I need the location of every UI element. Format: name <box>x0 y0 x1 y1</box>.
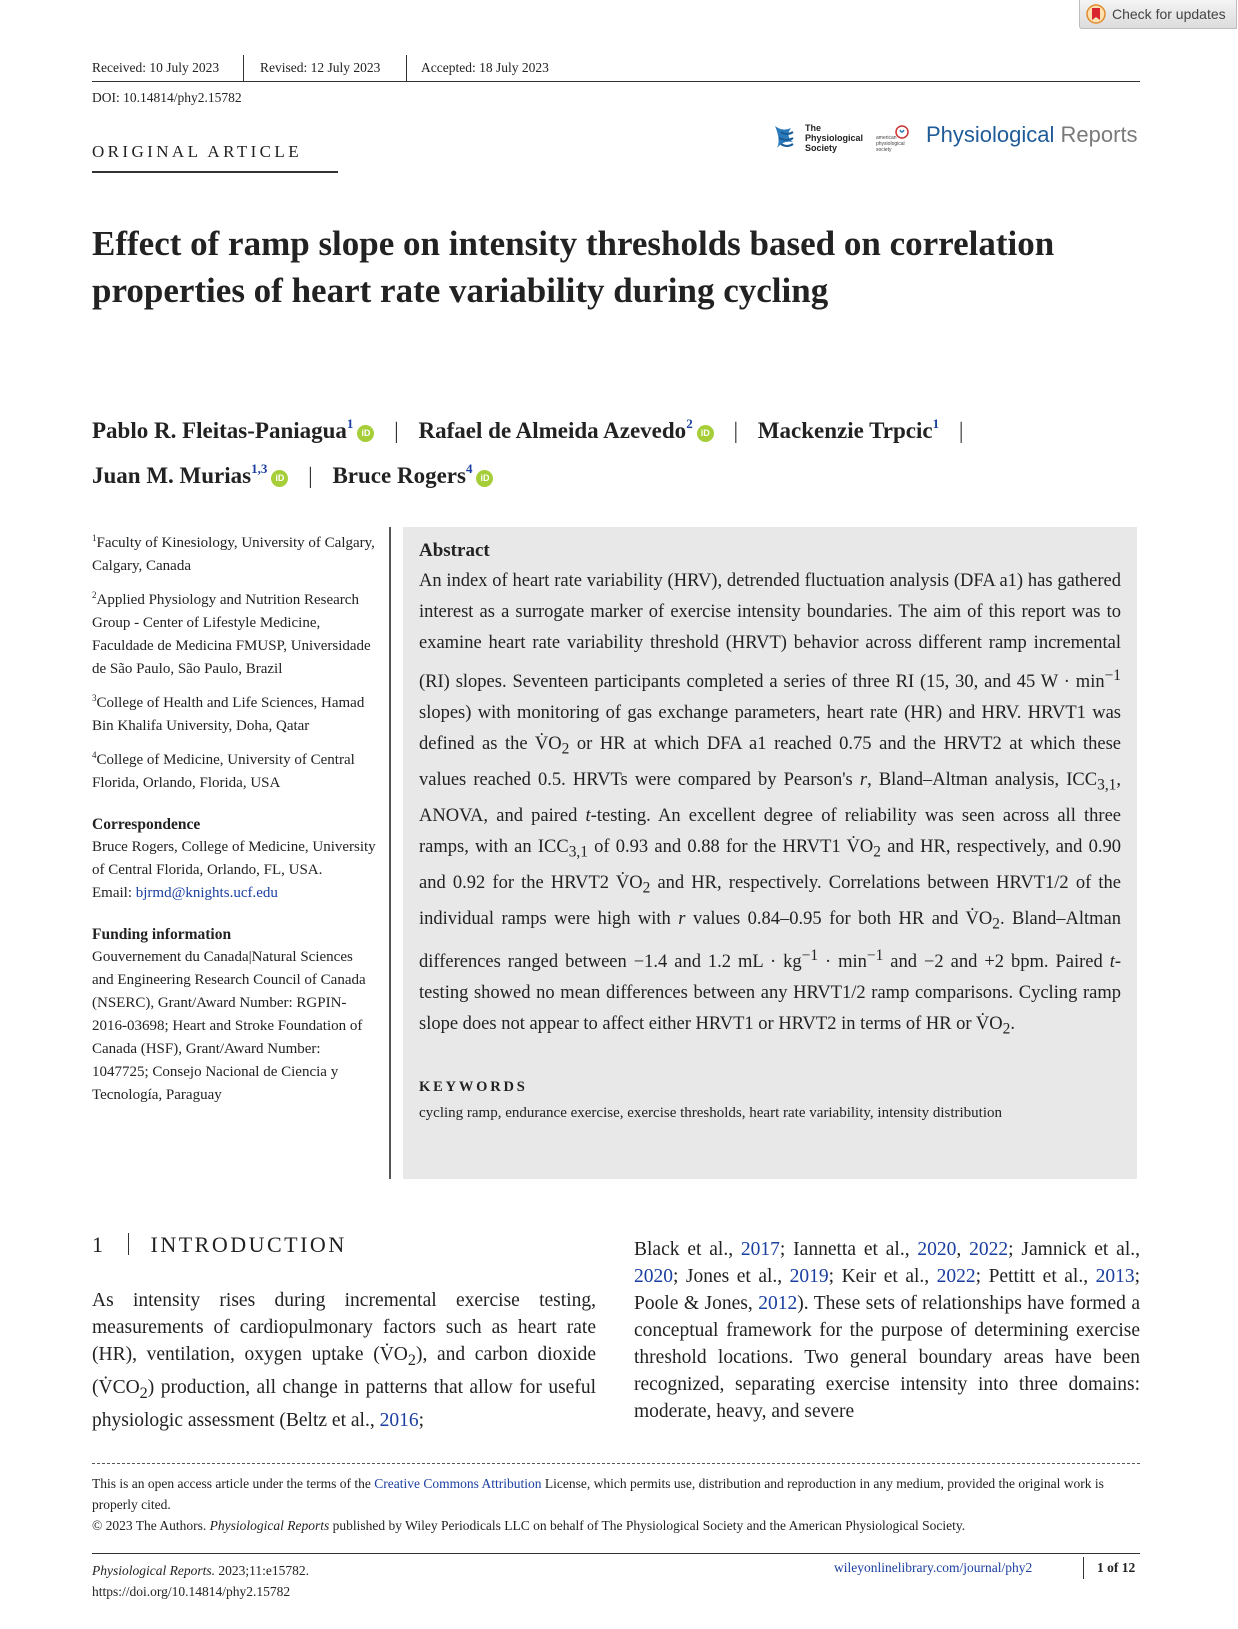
correspondence-email <box>92 882 377 905</box>
check-updates-label: Check for updates <box>1112 6 1226 22</box>
doi-link[interactable]: DOI: 10.14814/phy2.15782 <box>92 90 242 105</box>
author-affiliation: 1 <box>346 416 354 431</box>
footer-doi-link[interactable]: https://doi.org/10.14814/phy2.15782 <box>92 1584 291 1599</box>
article-sidebar <box>92 527 377 1107</box>
funding-text: Gouvernement du Canada|Natural Sciences and Engineering Research Council of Canada (NSERC), Grant/Award Number: RGPIN-2016-03698; Heart and Stroke Foundation of Canada (HSF), Grant/Award Number: 1047725; Consejo Nacional de Ciencia y Tecnología, Paraguay <box>92 949 366 1103</box>
author-affiliation: 1,3 <box>251 461 268 476</box>
license-notice: This is an open access article under the terms of the Creative Commons Attribution License, which permits use, distribution and reproduction in any medium, provided the original work is properly cited. © 2023 The Authors. Physiological Reports published by Wiley Periodicals LLC on behalf of The Physiological Society and the American Physiological Society. <box>92 1476 1104 1533</box>
keywords-heading: KEYWORDS <box>419 1079 528 1096</box>
affiliation-number: 1 <box>92 533 97 543</box>
svg-text:society: society <box>876 147 892 153</box>
journal-name-light: Reports <box>1054 122 1138 147</box>
check-updates-icon <box>1086 4 1106 24</box>
journal-site-link[interactable]: wileyonlinelibrary.com/journal/phy2 <box>834 1560 1033 1575</box>
affiliation <box>92 527 377 578</box>
orcid-icon[interactable]: iD <box>357 425 374 442</box>
footer-rule <box>92 1553 1140 1554</box>
email-link[interactable]: bjrmd@knights.ucf.edu <box>135 885 278 901</box>
keywords-text: cycling ramp, endurance exercise, exercise thresholds, heart rate variability, intensity distribution <box>419 1105 1002 1122</box>
svg-text:The: The <box>805 123 822 133</box>
physiological-society-logo <box>773 120 873 154</box>
author-separator: | <box>394 418 399 443</box>
section-divider <box>128 1233 129 1255</box>
orcid-icon[interactable]: iD <box>476 470 493 487</box>
citation-link[interactable]: 2016 <box>379 1409 419 1431</box>
affiliation-text: College of Health and Life Sciences, Hamad Bin Khalifa University, Doha, Qatar <box>92 695 365 734</box>
correspondence-text: Bruce Rogers, College of Medicine, University of Central Florida, Orlando, FL, USA. <box>92 839 376 878</box>
author-separator: | <box>733 418 739 443</box>
citation-link[interactable]: 2022 <box>936 1266 976 1287</box>
author-affiliation: 1 <box>932 416 940 431</box>
abstract-box <box>403 527 1137 1179</box>
header-divider <box>243 55 244 81</box>
citation-link[interactable]: 2020 <box>917 1239 957 1260</box>
author-separator: | <box>958 418 964 443</box>
article-type-label: ORIGINAL ARTICLE <box>92 142 302 161</box>
header-divider <box>406 55 407 81</box>
abstract-heading: Abstract <box>419 540 490 561</box>
orcid-icon[interactable]: iD <box>271 470 288 487</box>
author-name: Rafael de Almeida Azevedo <box>418 418 687 443</box>
journal-name-bold: Physiological <box>926 122 1055 147</box>
section-title: INTRODUCTION <box>150 1232 347 1257</box>
author-name: Bruce Rogers <box>332 463 466 488</box>
author-name: Mackenzie Trpcic <box>757 418 933 443</box>
header-rule <box>92 81 1140 82</box>
author-name: Juan M. Murias <box>92 463 252 488</box>
citation-link[interactable]: 2019 <box>789 1266 829 1287</box>
svg-text:physiological: physiological <box>876 141 905 147</box>
page-number: 1 of 12 <box>1097 1560 1136 1575</box>
author-affiliation: 2 <box>686 416 693 431</box>
footer-citation: Physiological Reports. 2023;11:e15782. https://doi.org/10.14814/phy2.15782 <box>92 1563 309 1599</box>
section-heading-introduction <box>92 1232 347 1258</box>
affiliation-number: 2 <box>92 590 97 600</box>
affiliation <box>92 687 377 738</box>
affiliation-text: College of Medicine, University of Central Florida, Orlando, Florida, USA <box>92 752 355 791</box>
orcid-icon[interactable]: iD <box>697 425 714 442</box>
affiliation-number: 3 <box>92 693 97 703</box>
svg-text:Society: Society <box>805 143 838 153</box>
intro-paragraph-right: Black et al., 2017; Iannetta et al., 2020, 2022; Jamnick et al., 2020; Jones et al., 2019; Keir et al., 2022; Pettitt et al., 2013; Poole & Jones, 2012). These sets of relationships have formed a conceptual framework for the purpose of determining exercise threshold locations. Two general boundary areas have been recognized, separating exercise intensity into three domains: moderate, heavy, and severe <box>634 1239 1141 1422</box>
affiliation-text: Faculty of Kinesiology, University of Calgary, Calgary, Canada <box>92 535 375 574</box>
author-list <box>92 405 1152 495</box>
author-affiliation: 4 <box>465 461 473 476</box>
section-number: 1 <box>92 1232 106 1257</box>
journal-name <box>926 122 1138 148</box>
correspondence-heading: Correspondence <box>92 816 201 833</box>
citation-link[interactable]: 2012 <box>758 1293 798 1314</box>
intro-paragraph-left: As intensity rises during incremental exercise testing, measurements of cardiopulmonary factors such as heart rate (HR), ventilation, oxygen uptake $(V̇O_2)$, and carbon dioxide $(V̇CO_2)$ production, all change in patterns that allow for useful physiologic assessment (Beltz et al., 2016; <box>92 1290 596 1431</box>
email-label: Email: <box>92 885 136 901</box>
citation-link[interactable]: 2013 <box>1095 1266 1135 1287</box>
revised-date: Revised: 12 July 2023 <box>260 60 381 75</box>
check-for-updates-button[interactable] <box>1079 0 1237 29</box>
funding-heading: Funding information <box>92 926 232 943</box>
license-divider <box>92 1463 1140 1464</box>
received-date: Received: 10 July 2023 <box>92 60 220 75</box>
author-name: Pablo R. Fleitas-Paniagua <box>92 418 347 443</box>
citation-link[interactable]: 2022 <box>969 1239 1009 1260</box>
author-separator: | <box>308 463 313 488</box>
footer-divider <box>1083 1557 1084 1579</box>
article-title: Effect of ramp slope on intensity thresholds based on correlation properties of heart rate variability during cycling <box>92 224 1055 310</box>
creative-commons-link[interactable]: Creative Commons Attribution <box>374 1476 542 1491</box>
accepted-date: Accepted: 18 July 2023 <box>421 60 549 75</box>
affiliation-number: 4 <box>92 750 97 760</box>
abstract-text: An index of heart rate variability (HRV), detrended fluctuation analysis (DFA a1) has gathered interest as a surrogate marker of exercise intensity boundaries. The aim of this report was to examine heart rate variability threshold (HRVT) behavior across different ramp incremental (RI) slopes. Seventeen participants completed a series of three RI (15, 30, and 45 $W \cdot \min^{-1}$ slopes) with monitoring of gas exchange parameters, heart rate (HR) and HRV. HRVT1 was defined as the $V̇O_2$ or HR at which DFA a1 reached 0.75 and the HRVT2 at which these values reached 0.5. HRVTs were compared by Pearson's r, Bland–Altman analysis, $ICC_{3,1}$, ANOVA, and paired t-testing. An excellent degree of reliability was seen across all three ramps, with an $ICC_{3,1}$ of 0.93 and 0.88 for the HRVT1 $V̇O_2$ and HR, respectively, and 0.90 and 0.92 for the HRVT2 $V̇O_2$ and HR, respectively. Correlations between HRVT1/2 of the individual ramps were high with r values 0.84–0.95 for both HR and $V̇O_2$. Bland–Altman differences ranged between −1.4 and 1.2 mL · $kg^{-1} \cdot \min^{-1}$ and −2 and +2 bpm. Paired t-testing showed no mean differences between any HRVT1/2 ramp comparisons. Cycling ramp slope does not appear to affect either HRVT1 or HRVT2 in terms of HR or $V̇O_2$. <box>419 571 1122 1039</box>
affiliation <box>92 584 377 681</box>
sidebar-divider <box>389 527 391 1179</box>
affiliation-text: Applied Physiology and Nutrition Research Group - Center of Lifestyle Medicine, Faculdade de Medicina FMUSP, Universidade de São Paulo, São Paulo, Brazil <box>92 592 371 677</box>
citation-link[interactable]: 2020 <box>634 1266 673 1287</box>
affiliation <box>92 744 377 795</box>
american-physiological-society-logo <box>874 120 914 154</box>
citation-link[interactable]: 2017 <box>740 1239 780 1260</box>
svg-text:Physiological: Physiological <box>805 133 864 143</box>
article-type-underline <box>92 171 338 173</box>
svg-text:american: american <box>876 135 897 141</box>
